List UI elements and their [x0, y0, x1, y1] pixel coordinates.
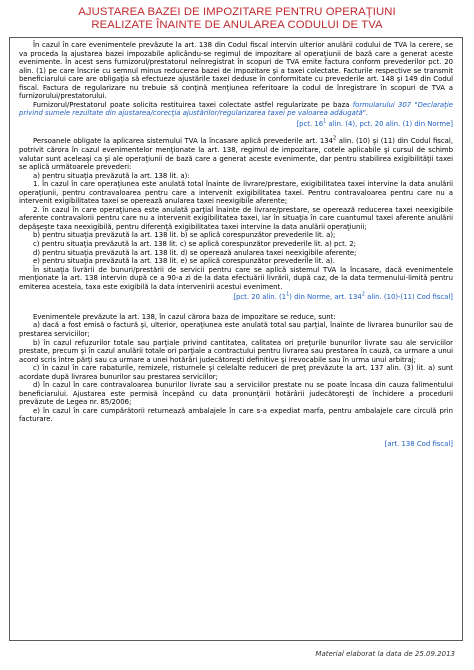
section2-final-paragraph: În situaţia livrării de bunuri/prestării de servicii pentru care se aplică sistemul TVA la încasare, dacă evenimentele menţionate la art. 138 intervin după ce a 90-a zi de la data efectuării livrării, după caz, de la data termenului-limită pentru emiterea acesteia, taxa este exigibilă la data intervenirii acestui eveniment.	[19, 265, 453, 291]
list-item: 1. în cazul în care operaţiunea este anulată total înainte de livrare/prestare, exigibilitatea taxei intervine la data anulării operaţiunii, pentru contravaloarea pentru care a intervenit exigibilitatea taxei. Pentru contravaloarea pentru care nu a intervenit exigibilitatea taxei se operează anularea taxei neexigibile aferente;	[19, 180, 453, 206]
section3-legal-reference: [art. 138 Cod fiscal]	[384, 439, 453, 448]
ref-superscript: 1	[323, 118, 327, 125]
intro-text: Persoanele obligate la aplicarea sistemului TVA la încasare aplică prevederile art. 134	[33, 137, 334, 146]
page-title	[9, 6, 465, 32]
section1-form-text: Furnizorul/Prestatorul poate solicita restituirea taxei colectate astfel regularizate pe baza	[33, 100, 350, 109]
list-item: c) în cazul în care rabaturile, remizele, risturnele şi celelalte reduceri de preţ prevăzute la art. 137 alin. (3) lit. a) sunt acordate după livrarea bunurilor sau prestarea serviciilor;	[19, 364, 453, 381]
section1-form-paragraph	[19, 101, 453, 118]
title-line-2: REALIZATE ÎNAINTE DE ANULAREA CODULUI DE TVA	[91, 19, 383, 31]
intro-text: alin. (10) şi (11) din Codul fiscal, potrivit cărora în cazul evenimentelor menţionate la art. 138, regimul de impozitare, cotele aplicabile şi cursul de schimb valutar sunt aceleaşi ca şi ale operaţiunii de bază care a generat aceste evenimente, dar pentru stabilirea exigibilităţii taxei se aplică următoarele prevederi:	[19, 137, 454, 172]
footer-date-note: Material elaborat la data de 25.09.2013	[315, 650, 455, 658]
list-item: d) pentru situaţia prevăzută la art. 138 lit. d) se operează anularea taxei neexigibile aferente;	[33, 248, 357, 257]
section1-paragraph: În cazul în care evenimentele prevăzute la art. 138 din Codul fiscal intervin ulterior anulării codului de TVA la cerere, se va proceda la ajustarea bazei impozabile aplicându-se regimul de impozitare al operaţiunii de bază care a generat aceste evenimente. În acest sens furnizorul/prestatorul neînregistrat în scopuri de TVA emite factura conform prevederilor pct. 20 alin. (1) pe care înscrie cu semnul minus reducerea bazei de impozitare şi a taxei colectate. Facturile respective se transmit beneficiarului care are obligaţia să efectueze ajustările taxei deduse în conformitate cu prevederile art. 148 şi 149 din Codul fiscal. Factura de regularizare nu trebuie să conţină menţiunea referitoare la codul de înregistrare în scopuri de TVA a furnizorului/prestatorului.	[19, 41, 453, 101]
intro-superscript: 2	[333, 136, 337, 143]
list-item: e) în cazul în care cumpărătorii returnează ambalajele în care s-a expediat marfa, pentru ambalajele care circulă prin facturare.	[19, 406, 453, 424]
content-box	[9, 37, 463, 641]
form-307-reference: formularului 307 "Declaraţie privind sumele rezultate din ajustarea/corecţia ajustărilor/regularizarea taxei pe valoarea adăugată".	[19, 100, 453, 118]
list-item: 2. în cazul în care operaţiunea este anulată parţial înainte de livrare/prestare, se operează reducerea taxei neexigibile aferente contravalorii pentru care nu a intervenit exigibilitatea taxei, iar în situaţia în care cuantumul taxei aferente anulării depăşeşte taxa neexigibilă, pentru diferenţă exigibilitatea taxei intervine la data anulării operaţiunii;	[19, 205, 453, 231]
document-page	[9, 6, 465, 662]
ref-text: [pct. 16	[296, 119, 324, 128]
section2-legal-reference	[19, 293, 453, 302]
title-line-1: AJUSTAREA BAZEI DE IMPOZITARE PENTRU OPERAŢIUNI	[78, 6, 396, 18]
list-item: b) pentru situaţia prevăzută la art. 138 lit. b) se aplică corespunzător prevederile lit. a);	[33, 231, 336, 240]
list-item: d) în cazul în care contravaloarea bunurilor livrate sau a serviciilor prestate nu se poate încasa din cauza falimentului beneficiarului. Ajustarea este permisă începând cu data pronunţării hotărârii judecătoreşti de închidere a procedurii prevăzute de Legea nr. 85/2006;	[19, 381, 453, 407]
ref-text: ) din Norme, art. 134	[289, 293, 362, 302]
list-item: a) dacă a fost emisă o factură şi, ulterior, operaţiunea este anulată total sau parţial, înainte de livrarea bunurilor sau de prestarea serviciilor;	[19, 321, 453, 338]
ref-superscript: 1	[286, 292, 290, 299]
ref-text: [pct. 20 alin. (1	[233, 293, 287, 302]
list-item: a) pentru situaţia prevăzută la art. 138 lit. a):	[33, 171, 190, 180]
list-item: c) pentru situaţia prevăzută la art. 138 lit. c) se aplică corespunzător prevederile lit. a) pct. 2;	[33, 240, 356, 249]
ref-text: alin. (10)-(11) Cod fiscal]	[364, 293, 453, 302]
section3-intro: Evenimentele prevăzute la art. 138, în cazul cărora baza de impozitare se reduce, sunt:	[33, 312, 336, 321]
list-item: b) în cazul refuzurilor totale sau parţiale privind cantitatea, calitatea ori preţurile bunurilor livrate sau ale serviciilor prestate, precum şi în cazul anulării totale ori parţiale a contractului pentru livrarea sau prestarea în cauză, ca urmare a unui acord scris între părţi sau ca urmare a unei hotărâri judecătoreşti definitive şi irevocabile sau în urma unui arbitraj;	[19, 338, 453, 364]
section2-intro	[19, 137, 453, 171]
list-item: e) pentru situaţia prevăzută la art. 138 lit. e) se aplică corespunzător prevederile lit. a).	[33, 257, 335, 266]
section1-legal-reference	[19, 120, 453, 129]
ref-text: alin. (4), pct. 20 alin. (1) din Norme]	[326, 119, 453, 128]
ref-superscript: 2	[361, 292, 365, 299]
